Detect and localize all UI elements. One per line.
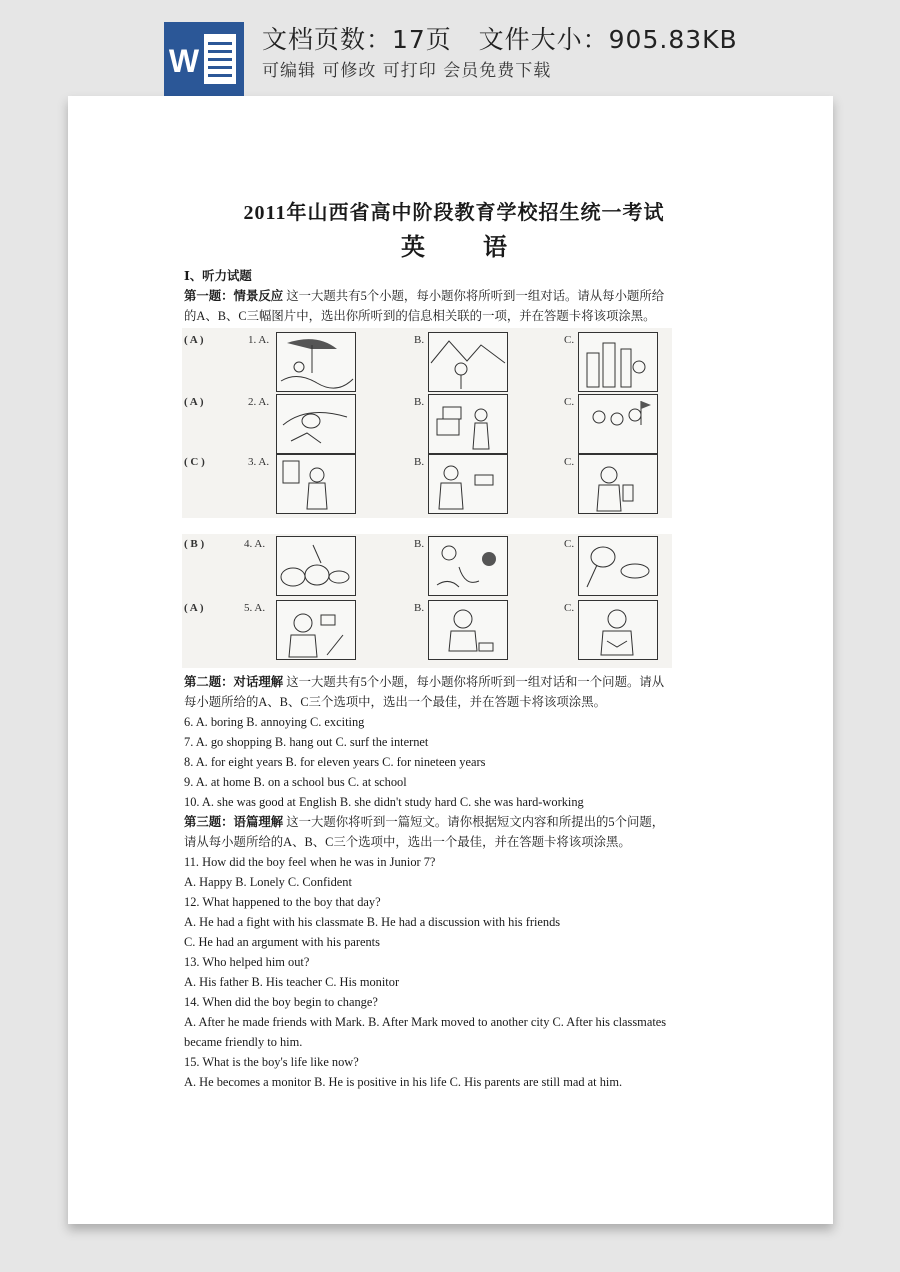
answer-4: ( B ) (184, 538, 205, 550)
question-line: became friendly to him. (184, 1035, 303, 1049)
question-line: A. After he made friends with Mark. B. After Mark moved to another city C. After his classmates (184, 1015, 667, 1029)
question-line: 11. How did the boy feel when he was in Junior 7? (184, 855, 436, 869)
q5-picture-b (428, 600, 508, 660)
q5-label: 5. A. (244, 602, 266, 614)
sec3-name: 第三题：语篇理解 (184, 815, 284, 829)
sec1-intro-line2: 的A、B、C三幅图片中，选出你所听到的信息相关联的一项，并在答题卡将该项涂黑。 (184, 309, 656, 323)
answer-5: ( A ) (184, 602, 204, 614)
sec2-intro-line2: 每小题所给的A、B、C三个选项中，选出一个最佳，并在答题卡将该项涂黑。 (184, 695, 606, 709)
q2-picture-b (428, 394, 508, 454)
q2-label-c: C. (564, 396, 575, 408)
sec1-intro-line1 (184, 286, 724, 306)
question-line: A. He becomes a monitor B. He is positive in his life C. His parents are still mad at him. (184, 1075, 623, 1089)
q3-label-b: B. (414, 456, 425, 468)
q4-picture-c (578, 536, 658, 596)
subject-title: 英 语 (401, 235, 533, 261)
part1-heading: Ⅰ、听力试题 (184, 269, 252, 283)
question-line: 12. What happened to the boy that day? (184, 895, 381, 909)
q1-picture-b (428, 332, 508, 392)
q2-picture-c (578, 394, 658, 454)
sec2-intro-text: 这一大题共有5个小题，每小题你将所听到一组对话和一个问题。请从 (283, 675, 665, 689)
answer-3: ( C ) (184, 456, 205, 468)
sec1-intro-text: 这一大题共有5个小题，每小题你将所听到一组对话。请从每小题所给 (283, 289, 665, 303)
exam-title: 2011年山西省高中阶段教育学校招生统一考试 (243, 202, 665, 224)
answer-1: ( A ) (184, 334, 204, 346)
question-line: 8. A. for eight years B. for eleven years C. for nineteen years (184, 755, 486, 769)
q4-label-b: B. (414, 538, 425, 550)
question-line: 10. A. she was good at English B. she didn't study hard C. she was hard-working (184, 795, 584, 809)
sec3-intro-line1 (184, 812, 724, 832)
q4-label: 4. A. (244, 538, 266, 550)
sec1-name: 第一题：情景反应 (184, 289, 284, 303)
q2-picture-a (276, 394, 356, 454)
question-line: A. He had a fight with his classmate B. He had a discussion with his friends (184, 915, 561, 929)
q5-picture-c (578, 600, 658, 660)
sec2-name: 第二题：对话理解 (184, 675, 284, 689)
q4-picture-b (428, 536, 508, 596)
q1-picture-a (276, 332, 356, 392)
q1-label: 1. A. (248, 334, 270, 346)
q4-picture-a (276, 536, 356, 596)
question-line: C. He had an argument with his parents (184, 935, 380, 949)
q5-picture-a (276, 600, 356, 660)
q3-label: 3. A. (248, 456, 270, 468)
document-content (184, 196, 724, 1092)
q4-label-c: C. (564, 538, 575, 550)
word-document-icon (164, 22, 244, 96)
picture-questions (184, 328, 724, 670)
sec2-intro-line1 (184, 672, 724, 692)
q3-picture-c (578, 454, 658, 514)
q1-label-b: B. (414, 334, 425, 346)
q1-picture-c (578, 332, 658, 392)
question-line: 7. A. go shopping B. hang out C. surf the internet (184, 735, 429, 749)
doc-info-header (0, 0, 900, 100)
q5-label-b: B. (414, 602, 425, 614)
answer-2: ( A ) (184, 396, 204, 408)
question-line: 9. A. at home B. on a school bus C. at school (184, 775, 407, 789)
question-line: A. His father B. His teacher C. His monitor (184, 975, 400, 989)
question-line: 13. Who helped him out? (184, 955, 310, 969)
q3-picture-b (428, 454, 508, 514)
q3-picture-a (276, 454, 356, 514)
doc-info-title: 文档页数：17页 文件大小：905.83KB (262, 25, 738, 54)
q2-label-b: B. (414, 396, 425, 408)
question-line: A. Happy B. Lonely C. Confident (184, 875, 352, 889)
doc-info-subtitle: 可编辑 可修改 可打印 会员免费下载 (262, 61, 552, 81)
svg-text:W: W (168, 43, 200, 79)
q3-label-c: C. (564, 456, 575, 468)
q5-label-c: C. (564, 602, 575, 614)
question-line: 14. When did the boy begin to change? (184, 995, 378, 1009)
sec3-intro-text: 这一大题你将听到一篇短文。请你根据短文内容和所提出的5个问题， (283, 815, 665, 829)
question-line: 15. What is the boy's life like now? (184, 1055, 359, 1069)
q1-label-c: C. (564, 334, 575, 346)
q2-label: 2. A. (248, 396, 270, 408)
question-line: 6. A. boring B. annoying C. exciting (184, 715, 365, 729)
sec3-intro-line2: 请从每小题所给的A、B、C三个选项中，选出一个最佳，并在答题卡将该项涂黑。 (184, 835, 631, 849)
document-page (68, 96, 833, 1224)
